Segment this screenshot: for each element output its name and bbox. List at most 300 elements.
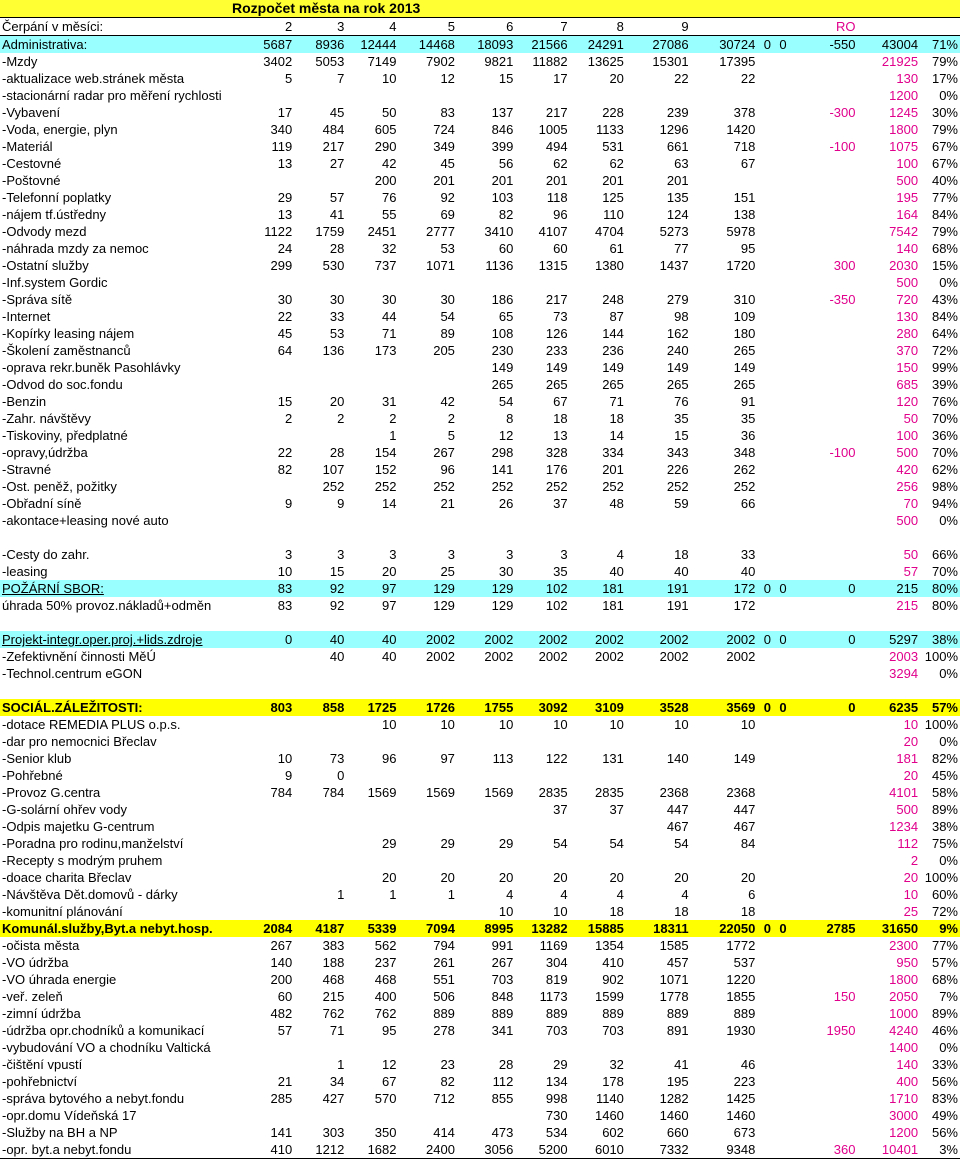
- row-label-text: -čištění vpustí: [2, 1057, 83, 1072]
- row-label-text: -náhrada mzdy za nemoc: [2, 241, 149, 256]
- month-cell: 26: [498, 496, 514, 511]
- month-cell: [294, 869, 346, 886]
- month-cell: [691, 274, 758, 291]
- month-cell: 54: [553, 836, 568, 851]
- month-cell: [294, 529, 346, 546]
- ro-cell: [789, 1107, 858, 1124]
- month-cell: 60: [498, 241, 514, 256]
- percent-cell: 0%: [939, 275, 958, 290]
- table-row: [0, 937, 960, 954]
- row-label: [0, 121, 242, 138]
- title-row: [0, 0, 960, 18]
- header-label: Čerpání v měsíci:: [0, 18, 242, 36]
- row-label-text: -Odvody mezd: [2, 224, 87, 239]
- month-cell: 15: [498, 71, 514, 86]
- month-cell: [242, 716, 294, 733]
- ro-cell: [789, 87, 858, 104]
- month-cell: [626, 87, 691, 104]
- row-label-text: -Provoz G.centra: [2, 785, 101, 800]
- month-cell: 1380: [594, 258, 624, 273]
- month-cell: [294, 682, 346, 699]
- table-row: [0, 1107, 960, 1124]
- month-header: 9: [626, 18, 691, 36]
- month-cell: 0: [773, 699, 789, 716]
- month-cell: 20: [609, 870, 624, 885]
- percent-cell: 30%: [931, 105, 958, 120]
- month-cell: 98: [674, 309, 689, 324]
- row-label: [0, 240, 242, 257]
- month-cell: 18311: [626, 920, 691, 937]
- month-cell: [773, 835, 789, 852]
- month-cell: 3: [447, 547, 455, 562]
- month-cell: 129: [433, 598, 455, 613]
- percent-cell: 0%: [939, 513, 958, 528]
- month-cell: 2002: [691, 631, 758, 648]
- month-cell: 848: [491, 989, 514, 1004]
- ro-cell: [789, 852, 858, 869]
- month-cell: 2368: [659, 785, 689, 800]
- month-cell: 46: [740, 1057, 756, 1072]
- month-cell: [757, 937, 773, 954]
- month-cell: 562: [374, 938, 397, 953]
- ro-cell: [789, 461, 858, 478]
- month-cell: 96: [382, 751, 397, 766]
- month-cell: 703: [545, 1023, 568, 1038]
- month-cell: 248: [602, 292, 624, 307]
- month-cell: 122: [545, 751, 568, 766]
- table-row: [0, 155, 960, 172]
- month-cell: [457, 665, 515, 682]
- budget-cell: 500: [896, 173, 919, 188]
- month-cell: 201: [666, 173, 689, 188]
- percent-cell: 17%: [931, 71, 958, 86]
- budget-cell: 10401: [857, 1141, 920, 1159]
- month-cell: [399, 665, 457, 682]
- ro-cell: [789, 682, 858, 699]
- month-cell: [757, 1073, 773, 1090]
- table-row: [0, 121, 960, 138]
- month-cell: 12: [382, 1057, 397, 1072]
- table-row: [0, 716, 960, 733]
- month-cell: 37: [553, 802, 568, 817]
- row-label: [0, 835, 242, 852]
- budget-cell: 215: [896, 598, 919, 613]
- month-cell: 82: [277, 462, 293, 477]
- month-cell: [242, 903, 294, 920]
- percent-cell: 70%: [931, 445, 958, 460]
- table-row: [0, 750, 960, 767]
- budget-cell: 10: [903, 887, 919, 902]
- percent-cell: [920, 614, 960, 631]
- month-cell: [457, 614, 515, 631]
- month-cell: [757, 869, 773, 886]
- month-cell: 252: [433, 479, 455, 494]
- ro-cell: [789, 903, 858, 920]
- month-cell: [457, 1039, 515, 1056]
- month-cell: 457: [666, 955, 689, 970]
- month-cell: 1460: [659, 1108, 689, 1123]
- percent-cell: 57%: [931, 955, 958, 970]
- month-cell: 60: [277, 989, 293, 1004]
- month-cell: [773, 682, 789, 699]
- month-cell: [399, 87, 457, 104]
- budget-cell: 500: [896, 802, 919, 817]
- month-cell: [773, 750, 789, 767]
- month-cell: 252: [602, 479, 624, 494]
- budget-cell: 1400: [889, 1040, 919, 1055]
- ro-cell: [789, 869, 858, 886]
- month-cell: 67: [740, 156, 756, 171]
- row-label-text: -Stravné: [2, 462, 52, 477]
- month-cell: 1173: [539, 989, 568, 1004]
- table-row: [0, 53, 960, 70]
- percent-cell: 80%: [931, 598, 958, 613]
- month-cell: 252: [666, 479, 689, 494]
- month-cell: [346, 665, 398, 682]
- month-cell: 730: [545, 1108, 568, 1123]
- ro-cell: -100: [829, 139, 856, 154]
- month-cell: 223: [733, 1074, 756, 1089]
- row-label: [0, 155, 242, 172]
- month-cell: 131: [602, 751, 624, 766]
- month-cell: 25: [440, 564, 455, 579]
- month-cell: 4: [506, 887, 514, 902]
- ro-cell: [789, 206, 858, 223]
- month-cell: 506: [433, 989, 455, 1004]
- ro-cell: [789, 546, 858, 563]
- month-cell: 181: [602, 598, 624, 613]
- month-cell: 37: [553, 496, 568, 511]
- month-cell: 42: [382, 156, 397, 171]
- month-cell: [773, 852, 789, 869]
- month-cell: [294, 614, 346, 631]
- row-label-text: -Senior klub: [2, 751, 72, 766]
- month-cell: 2777: [426, 224, 455, 239]
- budget-cell: 100: [896, 428, 919, 443]
- budget-cell: 720: [896, 292, 919, 307]
- budget-cell: 2: [910, 853, 919, 868]
- row-label-text: -Správa sítě: [2, 292, 73, 307]
- month-cell: 97: [346, 580, 398, 597]
- month-cell: [773, 291, 789, 308]
- month-cell: [757, 291, 773, 308]
- row-label: [0, 631, 242, 648]
- budget-cell: [857, 614, 920, 631]
- month-cell: [242, 886, 294, 903]
- month-cell: [757, 1022, 773, 1039]
- month-cell: 18: [553, 411, 568, 426]
- month-cell: 45: [329, 105, 345, 120]
- month-cell: 109: [733, 309, 756, 324]
- month-cell: 60: [553, 241, 568, 256]
- month-cell: [399, 733, 457, 750]
- month-cell: [773, 971, 789, 988]
- percent-cell: [920, 682, 960, 699]
- row-label: [0, 138, 242, 155]
- month-cell: 551: [433, 972, 455, 987]
- month-cell: 794: [433, 938, 455, 953]
- month-cell: 414: [433, 1125, 455, 1140]
- budget-cell: 130: [896, 309, 919, 324]
- month-cell: 67: [553, 394, 568, 409]
- month-cell: [457, 801, 515, 818]
- percent-cell: 79%: [931, 122, 958, 137]
- month-cell: 119: [271, 139, 293, 154]
- month-cell: 92: [294, 580, 346, 597]
- budget-cell: 1800: [889, 122, 919, 137]
- month-cell: 28: [329, 445, 345, 460]
- month-cell: 57: [329, 190, 345, 205]
- month-cell: 7332: [626, 1141, 691, 1159]
- percent-cell: 100%: [924, 649, 958, 664]
- month-cell: 21: [440, 496, 455, 511]
- ro-cell: [789, 240, 858, 257]
- month-cell: 1759: [315, 224, 345, 239]
- table-row: [0, 36, 960, 54]
- month-cell: 784: [270, 785, 293, 800]
- row-label: [0, 801, 242, 818]
- month-cell: 110: [603, 207, 624, 222]
- table-row: [0, 1005, 960, 1022]
- month-cell: 383: [322, 938, 345, 953]
- ro-cell: 360: [789, 1141, 858, 1159]
- month-cell: [242, 818, 294, 835]
- table-row: [0, 359, 960, 376]
- month-cell: 129: [457, 580, 515, 597]
- row-label-text: -Ost. peněž, požitky: [2, 479, 117, 494]
- month-cell: 262: [733, 462, 756, 477]
- budget-cell: 420: [896, 462, 919, 477]
- month-cell: [626, 733, 691, 750]
- month-cell: [773, 903, 789, 920]
- row-label: [0, 393, 242, 410]
- row-label-text: -Materiál: [2, 139, 53, 154]
- month-cell: [757, 444, 773, 461]
- month-cell: [399, 1107, 457, 1124]
- month-cell: 191: [626, 580, 691, 597]
- month-header: 8: [570, 18, 626, 36]
- month-cell: [773, 1039, 789, 1056]
- ro-cell: [789, 376, 858, 393]
- percent-cell: 38%: [931, 819, 958, 834]
- month-cell: [294, 274, 346, 291]
- ro-cell: [789, 393, 858, 410]
- ro-cell: [789, 274, 858, 291]
- month-cell: [294, 1107, 346, 1124]
- month-cell: 71: [382, 326, 397, 341]
- budget-cell: 140: [896, 1057, 919, 1072]
- ro-cell: [789, 886, 858, 903]
- month-cell: 1282: [659, 1091, 689, 1106]
- month-cell: 40: [609, 564, 624, 579]
- ro-cell: [789, 325, 858, 342]
- month-cell: 9: [284, 768, 293, 783]
- month-cell: 299: [270, 258, 293, 273]
- month-cell: 5273: [659, 224, 689, 239]
- percent-cell: 89%: [931, 802, 958, 817]
- percent-cell: 40%: [931, 173, 958, 188]
- budget-cell: 2050: [889, 989, 919, 1004]
- ro-cell: [789, 835, 858, 852]
- month-cell: [242, 835, 294, 852]
- month-cell: [457, 818, 515, 835]
- month-cell: 239: [666, 105, 689, 120]
- percent-cell: 7%: [939, 989, 958, 1004]
- ro-cell: [789, 767, 858, 784]
- month-cell: 1005: [538, 122, 568, 137]
- month-cell: 1569: [426, 785, 455, 800]
- month-cell: 2002: [594, 649, 624, 664]
- table-row: [0, 954, 960, 971]
- month-cell: 0: [757, 36, 773, 54]
- month-cell: 718: [733, 139, 756, 154]
- budget-cell: 100: [896, 156, 919, 171]
- percent-cell: 0%: [939, 666, 958, 681]
- month-cell: 34: [329, 1074, 345, 1089]
- month-cell: 285: [270, 1091, 293, 1106]
- month-cell: 20: [740, 870, 756, 885]
- month-cell: 45: [277, 326, 293, 341]
- month-cell: [626, 274, 691, 291]
- month-cell: 1755: [457, 699, 515, 716]
- month-cell: [773, 274, 789, 291]
- month-cell: 2: [337, 411, 345, 426]
- row-label: [0, 291, 242, 308]
- month-cell: [773, 240, 789, 257]
- month-cell: 22050: [691, 920, 758, 937]
- month-cell: [773, 529, 789, 546]
- ro-cell: [789, 478, 858, 495]
- month-cell: 191: [666, 598, 689, 613]
- month-cell: 28: [498, 1057, 514, 1072]
- row-label: [0, 614, 242, 631]
- month-cell: 20: [382, 870, 397, 885]
- month-cell: 113: [492, 751, 514, 766]
- month-cell: [773, 716, 789, 733]
- month-cell: 22: [277, 309, 293, 324]
- month-cell: [757, 1005, 773, 1022]
- budget-cell: 500: [896, 445, 919, 460]
- month-cell: [773, 308, 789, 325]
- month-cell: 17395: [719, 54, 756, 69]
- row-label: [0, 478, 242, 495]
- month-cell: 201: [602, 173, 624, 188]
- row-label: [0, 580, 242, 597]
- ro-cell: -100: [829, 445, 856, 460]
- month-cell: 30: [382, 292, 397, 307]
- month-cell: 205: [433, 343, 455, 358]
- month-cell: 2084: [242, 920, 294, 937]
- month-cell: 67: [382, 1074, 397, 1089]
- month-cell: 10: [382, 71, 397, 86]
- month-cell: 73: [553, 309, 568, 324]
- ro-cell: [789, 308, 858, 325]
- percent-cell: 72%: [931, 343, 958, 358]
- percent-cell: 49%: [931, 1108, 958, 1123]
- row-label: [0, 988, 242, 1005]
- month-cell: 1420: [726, 122, 756, 137]
- month-cell: [242, 648, 294, 665]
- month-cell: 703: [602, 1023, 624, 1038]
- month-cell: [515, 1039, 569, 1056]
- ro-cell: [789, 1073, 858, 1090]
- table-row: [0, 342, 960, 359]
- month-cell: [773, 410, 789, 427]
- month-cell: [773, 1124, 789, 1141]
- month-cell: 69: [440, 207, 455, 222]
- month-cell: [757, 1090, 773, 1107]
- month-cell: 201: [602, 462, 624, 477]
- row-label: [0, 920, 242, 937]
- month-cell: 279: [666, 292, 689, 307]
- row-label-text: -Mzdy: [2, 54, 38, 69]
- budget-cell: 950: [896, 955, 919, 970]
- month-cell: 3: [389, 547, 397, 562]
- row-label-text: -údržba opr.chodníků a komunikací: [2, 1023, 205, 1038]
- month-cell: 7902: [426, 54, 455, 69]
- month-cell: 530: [322, 258, 345, 273]
- month-cell: [757, 767, 773, 784]
- month-cell: [773, 546, 789, 563]
- month-cell: [399, 682, 457, 699]
- table-row: [0, 886, 960, 903]
- month-cell: 2002: [484, 649, 514, 664]
- month-cell: 230: [491, 343, 514, 358]
- row-label-text: -Služby na BH a NP: [2, 1125, 118, 1140]
- budget-cell: 57: [903, 564, 919, 579]
- month-cell: 89: [440, 326, 455, 341]
- row-label-text: Projekt-integr.oper.proj.+lids.zdroje: [2, 632, 203, 647]
- month-cell: 1133: [595, 122, 624, 137]
- month-cell: 889: [545, 1006, 568, 1021]
- month-cell: [346, 682, 398, 699]
- month-cell: [773, 461, 789, 478]
- month-cell: [773, 1107, 789, 1124]
- month-cell: [757, 240, 773, 257]
- month-cell: 22: [277, 445, 293, 460]
- budget-cell: 120: [896, 394, 919, 409]
- row-label: [0, 257, 242, 274]
- month-cell: [757, 53, 773, 70]
- month-header: 4: [346, 18, 398, 36]
- percent-cell: 45%: [931, 768, 958, 783]
- month-cell: [626, 1039, 691, 1056]
- month-cell: [294, 716, 346, 733]
- budget-cell: 20: [903, 870, 919, 885]
- table-row: [0, 784, 960, 801]
- percent-cell: 67%: [931, 156, 958, 171]
- row-label: [0, 53, 242, 70]
- month-cell: [773, 1005, 789, 1022]
- ro-cell: [789, 563, 858, 580]
- month-cell: 265: [666, 377, 689, 392]
- month-cell: 473: [491, 1125, 514, 1140]
- ro-cell: 0: [789, 699, 858, 716]
- budget-cell: 1245: [889, 105, 919, 120]
- month-cell: [294, 818, 346, 835]
- ro-cell: [789, 801, 858, 818]
- month-cell: 56: [498, 156, 514, 171]
- month-cell: 77: [674, 241, 689, 256]
- month-cell: [346, 87, 398, 104]
- month-cell: [626, 665, 691, 682]
- month-cell: 2: [284, 411, 293, 426]
- month-cell: [242, 733, 294, 750]
- month-cell: 20: [498, 870, 514, 885]
- month-cell: 124: [666, 207, 689, 222]
- month-cell: [691, 529, 758, 546]
- month-cell: 4: [560, 887, 568, 902]
